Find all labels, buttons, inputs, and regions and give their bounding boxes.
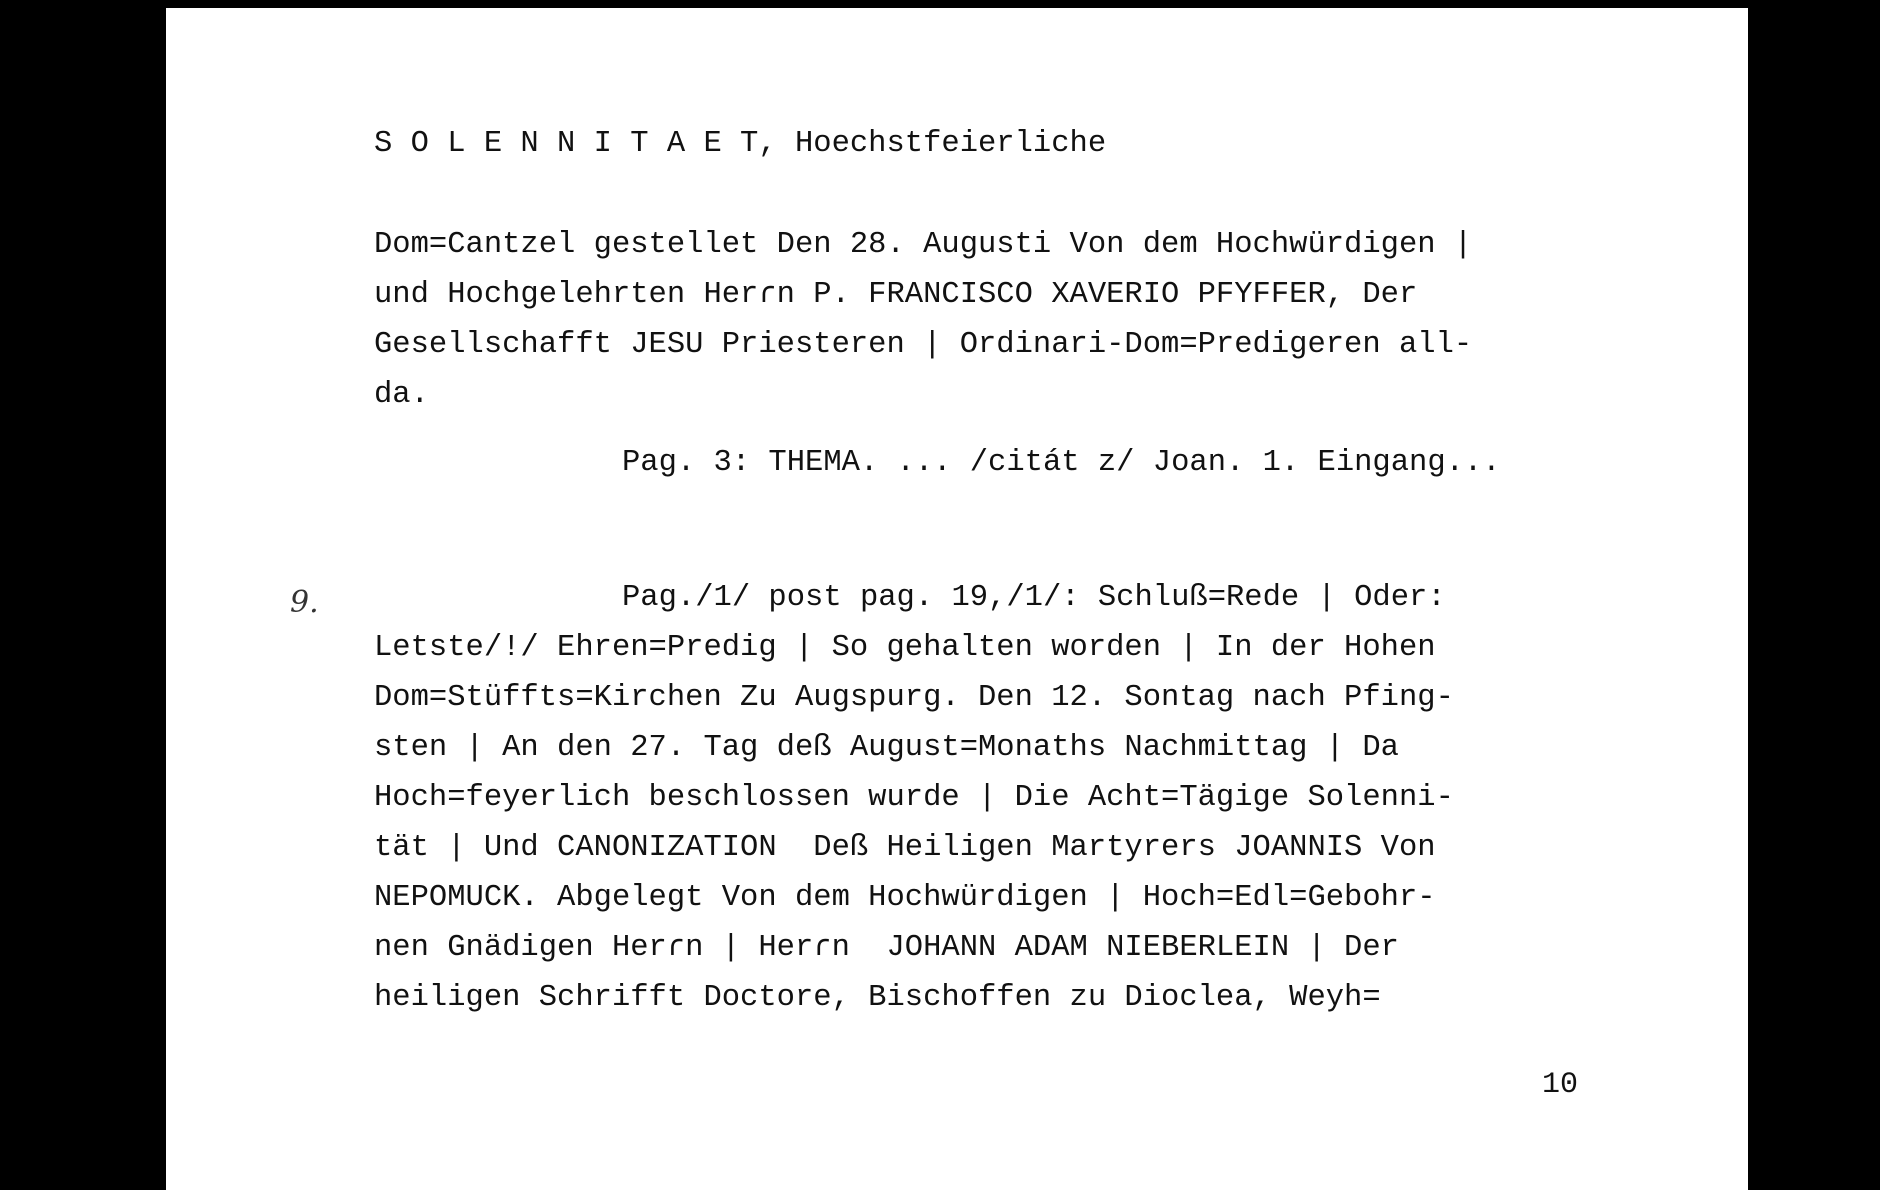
entry-one-line-3: Gesellschafft JESU Priesteren | Ordinari-Dom=Predigeren all- (374, 328, 1473, 362)
margin-mark: 9. (290, 585, 319, 620)
entry-two-line-2: Letste/!/ Ehren=Predig | So gehalten worden | In der Hohen (374, 631, 1436, 665)
entry-two-line-6: tät | Und CANONIZATION Deß Heiligen Martyrers JOANNIS Von (374, 831, 1436, 865)
entry-two-line-1: Pag./1/ post pag. 19,/1/: Schluß=Rede | Oder: (622, 581, 1446, 615)
entry-two-line-4: sten | An den 27. Tag deß August=Monaths Nachmittag | Da (374, 731, 1399, 765)
entry-one-note: Pag. 3: THEMA. ... /citát z/ Joan. 1. Eingang... (622, 446, 1501, 480)
page-number: 10 (1542, 1068, 1579, 1102)
entry-two-line-9: heiligen Schrifft Doctore, Bischoffen zu Dioclea, Weyh= (374, 981, 1381, 1015)
entry-one-line-2: und Hochgelehrten Herɾn P. FRANCISCO XAVERIO PFYFFER, Der (374, 278, 1418, 312)
entry-two-line-5: Hoch=feyerlich beschlossen wurde | Die Acht=Tägige Solenni- (374, 781, 1454, 815)
entry-two-line-8: nen Gnädigen Herɾn | Herɾn JOHANN ADAM NIEBERLEIN | Der (374, 931, 1399, 965)
entry-one-line-4: da. (374, 378, 429, 412)
entry-two-line-7: NEPOMUCK. Abgelegt Von dem Hochwürdigen | Hoch=Edl=Gebohr- (374, 881, 1436, 915)
document-heading: S O L E N N I T A E T, Hoechstfeierliche (374, 127, 1107, 161)
entry-one-line-1: Dom=Cantzel gestellet Den 28. Augusti Von dem Hochwürdigen | (374, 228, 1473, 262)
entry-two-line-3: Dom=Stüffts=Kirchen Zu Augspurg. Den 12. Sontag nach Pfing- (374, 681, 1454, 715)
